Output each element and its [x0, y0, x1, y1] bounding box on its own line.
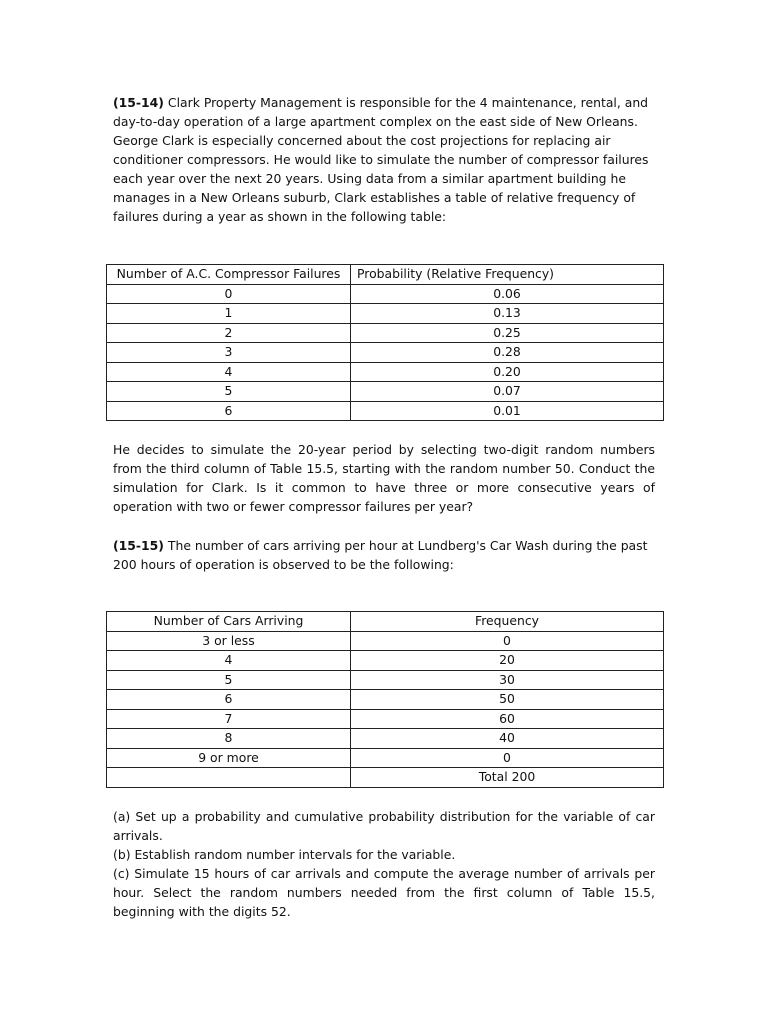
table-cell: 0.13 — [351, 304, 664, 324]
table-cell: 3 or less — [107, 631, 351, 651]
problem-15-15-text: The number of cars arriving per hour at Lundberg's Car Wash during the past 200 hours of operation is observed to be the following: — [113, 538, 648, 572]
table-row — [107, 748, 664, 768]
table-cell: 30 — [351, 670, 664, 690]
table-row — [107, 690, 664, 710]
table-cell: 0.07 — [351, 382, 664, 402]
table-cell: 0 — [351, 631, 664, 651]
part-b: (b) Establish random number intervals for the variable. — [113, 847, 456, 862]
table-row — [107, 631, 664, 651]
table-cell: 0.20 — [351, 362, 664, 382]
table-row — [107, 343, 664, 363]
table-row — [107, 382, 664, 402]
problem-15-14-followup: He decides to simulate the 20-year period by selecting two-digit random numbers from the third column of Table 15.5, starting with the random number 50. Conduct the simulation for Clark. Is it common to have three or more consecutive years of operation with two or fewer compressor failures per year? — [113, 442, 655, 514]
table-cell: 6 — [107, 690, 351, 710]
table-cell: 60 — [351, 709, 664, 729]
table-row — [107, 729, 664, 749]
table-cell: 0.06 — [351, 284, 664, 304]
table-cell: 40 — [351, 729, 664, 749]
table-cell: 0 — [107, 284, 351, 304]
problem-15-14-ref: (15-14) — [113, 95, 164, 110]
table-cell: 0.25 — [351, 323, 664, 343]
table-cell: 9 or more — [107, 748, 351, 768]
part-a: (a) Set up a probability and cumulative probability distribution for the variable of car arrivals. — [113, 809, 655, 843]
table-cell: 0 — [351, 748, 664, 768]
table-cell: 4 — [107, 651, 351, 671]
table-cell: 4 — [107, 362, 351, 382]
table-cell: 2 — [107, 323, 351, 343]
compressor-failures-table — [106, 264, 664, 421]
table-row — [107, 284, 664, 304]
table-cell: 8 — [107, 729, 351, 749]
table-cell: 50 — [351, 690, 664, 710]
table-cell — [107, 768, 351, 788]
table-cell: 3 — [107, 343, 351, 363]
column-header: Frequency — [351, 612, 664, 632]
table-row — [107, 651, 664, 671]
table-row — [107, 401, 664, 421]
problem-15-15-intro — [113, 536, 655, 574]
table-row — [107, 304, 664, 324]
table-cell: 7 — [107, 709, 351, 729]
table-cell: 1 — [107, 304, 351, 324]
problem-15-15-ref: (15-15) — [113, 538, 164, 553]
table-header-row — [107, 612, 664, 632]
column-header: Number of A.C. Compressor Failures — [107, 265, 351, 285]
table-row — [107, 709, 664, 729]
table-row — [107, 323, 664, 343]
table-total-row — [107, 768, 664, 788]
table-cell: 5 — [107, 382, 351, 402]
problem-15-15-parts — [113, 807, 655, 921]
part-c: (c) Simulate 15 hours of car arrivals and compute the average number of arrivals per hour. Select the random numbers needed from the first column of Table 15.5, beginning with the digits 52. — [113, 866, 655, 919]
table-cell: Total 200 — [351, 768, 664, 788]
problem-15-14-intro — [113, 93, 655, 226]
table-header-row — [107, 265, 664, 285]
table-cell: 20 — [351, 651, 664, 671]
table-row — [107, 362, 664, 382]
car-arrivals-table — [106, 611, 664, 788]
table-cell: 0.28 — [351, 343, 664, 363]
table-row — [107, 670, 664, 690]
column-header: Number of Cars Arriving — [107, 612, 351, 632]
table-cell: 6 — [107, 401, 351, 421]
column-header: Probability (Relative Frequency) — [351, 265, 664, 285]
table-cell: 5 — [107, 670, 351, 690]
table-cell: 0.01 — [351, 401, 664, 421]
problem-15-14-text: Clark Property Management is responsible for the 4 maintenance, rental, and day-to-day operation of a large apartment complex on the east side of New Orleans. George Clark is especially concerned about the cost projections for replacing air conditioner compressors. He would like to simulate the number of compressor failures each year over the next 20 years. Using data from a similar apartment building he manages in a New Orleans suburb, Clark establishes a table of relative frequency of failures during a year as shown in the following table: — [113, 95, 649, 224]
